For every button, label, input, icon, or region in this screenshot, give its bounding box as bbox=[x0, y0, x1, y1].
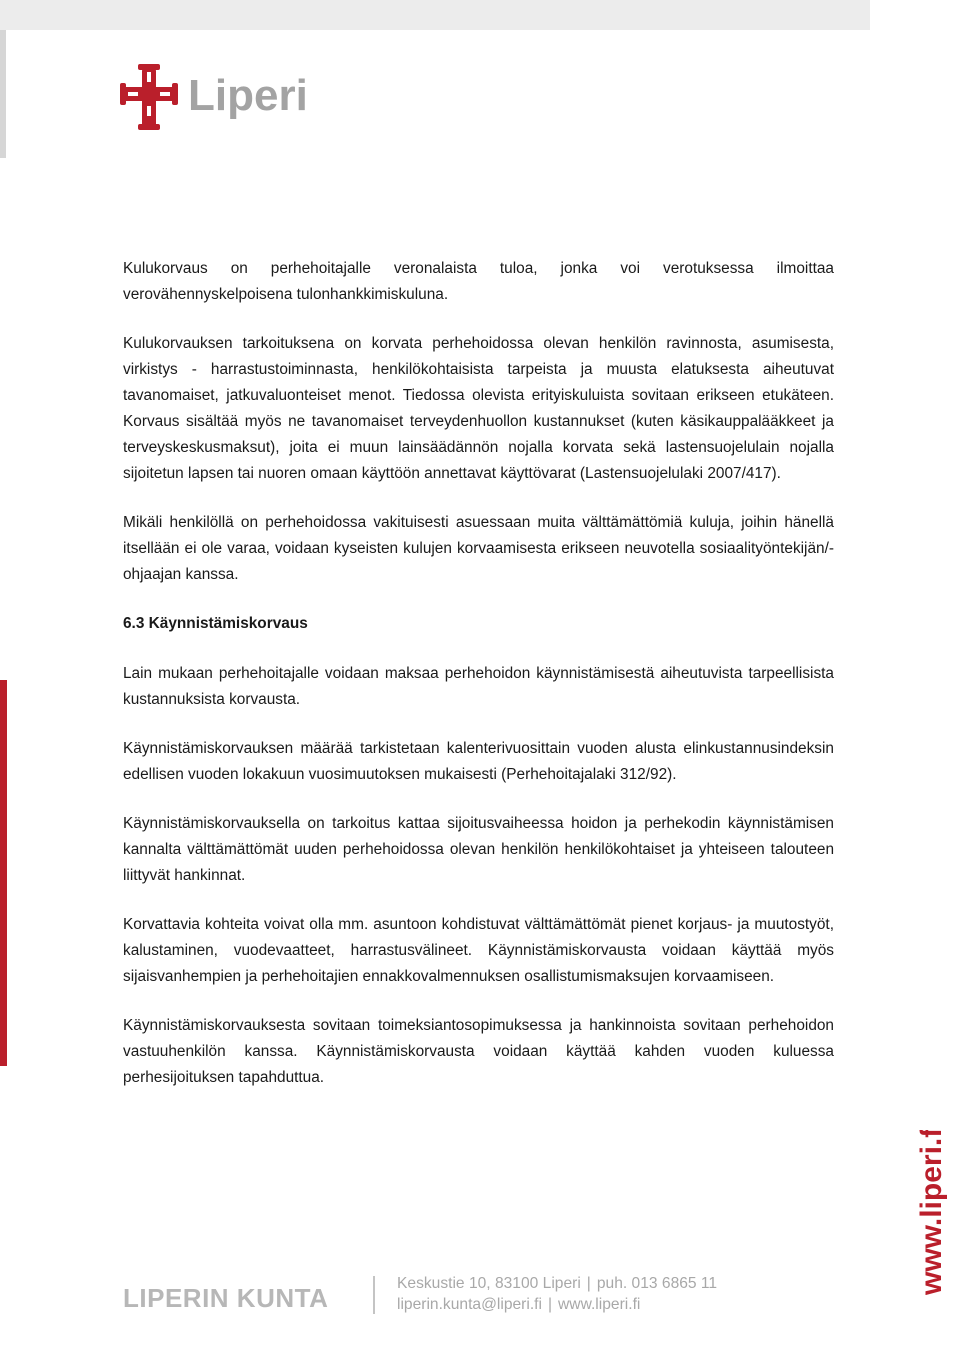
paragraph-startup-purpose: Käynnistämiskorvauksella on tarkoitus kattaa sijoitusvaiheessa hoidon ja perhekodin käynnistämisen kannalta välttämättömät uuden perhehoidossa olevan henkilön henkilökohtaiset ja yhteiseen talouteen liittyvät hankinnat. bbox=[123, 815, 834, 884]
footer-separator: | bbox=[586, 1275, 591, 1292]
footer-website-link[interactable]: www.liperi.fi bbox=[558, 1296, 641, 1313]
paragraph-kulukorvaus-tax: Kulukorvaus on perhehoitajalle veronalaista tuloa, jonka voi verotuksessa ilmoittaa verovähennyskelpoisena tulonhankkimiskuluna. bbox=[123, 260, 834, 303]
top-band bbox=[0, 0, 870, 30]
paragraph-startup-items: Korvattavia kohteita voivat olla mm. asuntoon kohdistuvat välttämättömät pienet korjaus- ja muutostyöt, kalustaminen, vuodevaatteet, harrastusvälineet. Käynnistämiskorvausta voidaan käyttää myös sijaisvanhempien ja perhehoitajien ennakkovalmennuksen osallistumismaksujen korvaamiseen. bbox=[123, 916, 834, 985]
footer-email-link[interactable]: liperin.kunta@liperi.fi bbox=[397, 1296, 542, 1313]
left-accent-bar-red bbox=[0, 680, 7, 1066]
side-url-text: www.liperi.fi bbox=[915, 1130, 948, 1295]
paragraph-startup-index: Käynnistämiskorvauksen määrää tarkistetaan kalenterivuosittain vuoden alusta elinkustannusindeksin edellisen vuoden lokakuun vuosimuutoksen mukaisesti (Perhehoitajalaki 312/92). bbox=[123, 740, 834, 783]
logo-wordmark: Liperi bbox=[188, 71, 308, 120]
paragraph-startup-agreement: Käynnistämiskorvauksesta sovitaan toimeksiantosopimuksessa ja hankinnoista sovitaan perhehoidon vastuuhenkilön kanssa. Käynnistämiskorvausta voidaan käyttää kahden vuoden kuluessa perhesijoituksen tapahduttua. bbox=[123, 1017, 834, 1086]
footer-separator: | bbox=[547, 1296, 553, 1313]
left-accent-bar-gray bbox=[0, 30, 6, 158]
paragraph-kulukorvaus-purpose: Kulukorvauksen tarkoituksena on korvata perhehoidossa olevan henkilön ravinnosta, asumisesta, virkistys - harrastustoiminnasta, henkilökohtaisista tarpeista ja muusta elatuksesta aiheutuvat tavanomaiset, jatkuvaluonteiset menot. Tiedossa olevista erityiskuluista sovitaan erikseen etukäteen. Korvaus sisältää myös ne tavanomaiset terveydenhuollon kustannukset (kuten käsikauppalääkkeet ja terveyskeskusmaksut), joita ei muun lainsäädännön nojalla korvata sekä lastensuojelulain nojalla sijoitetun lapsen tai nuoren omaan käyttöön annettavat käyttövarat (Lastensuojelulaki 2007/417). bbox=[123, 335, 834, 482]
paragraph-extra-costs: Mikäli henkilöllä on perhehoidossa vakituisesti asuessaan muita välttämättömiä kuluja, joihin hänellä itsellään ei ole varaa, voidaan kyseisten kulujen korvaamisesta erikseen neuvotella sosiaalityöntekijän/-ohjaajan kanssa. bbox=[123, 514, 834, 583]
side-url-vertical bbox=[895, 1130, 955, 1295]
document-body bbox=[123, 256, 834, 1091]
footer-phone: puh. 013 6865 11 bbox=[596, 1275, 718, 1292]
paragraph-startup-law: Lain mukaan perhehoitajalle voidaan maksaa perhehoidon käynnistämisestä aiheutuvista tarpeellisista kustannuksista korvausta. bbox=[123, 665, 834, 708]
footer-divider bbox=[373, 1276, 375, 1314]
footer-contact-line-1 bbox=[397, 1275, 717, 1293]
liperi-logo-graphic bbox=[120, 62, 360, 134]
footer-org-name: LIPERIN KUNTA bbox=[123, 1283, 329, 1313]
footer-contact-line-2 bbox=[397, 1296, 640, 1314]
footer-address: Keskustie 10, 83100 Liperi bbox=[397, 1275, 581, 1292]
section-heading: 6.3 Käynnistämiskorvaus bbox=[123, 615, 308, 632]
liperi-logo bbox=[120, 62, 360, 134]
